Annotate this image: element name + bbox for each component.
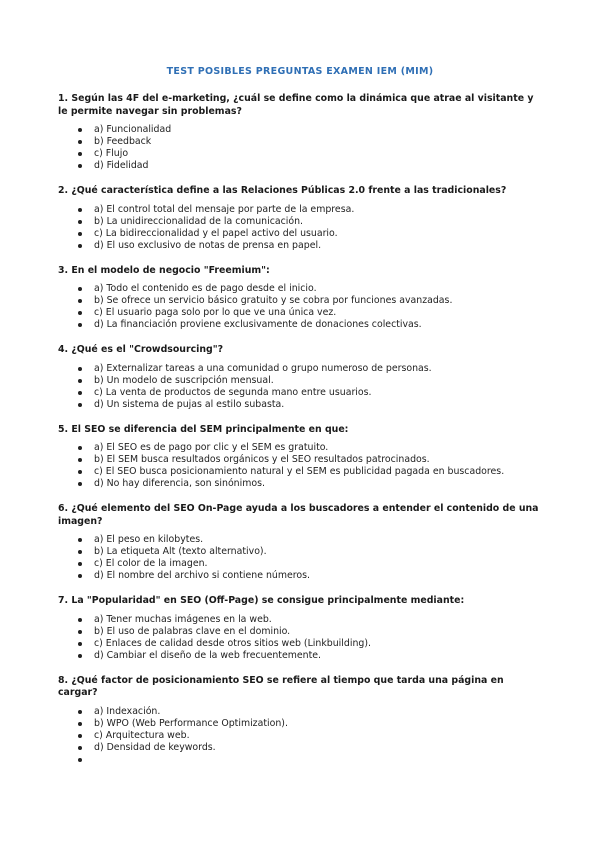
question-text: 8. ¿Qué factor de posicionamiento SEO se refiere al tiempo que tarda una página en cargar? — [58, 674, 504, 698]
answer-option: d) Un sistema de pujas al estilo subasta. — [78, 399, 542, 411]
answer-options — [58, 124, 542, 172]
answer-option: b) El SEM busca resultados orgánicos y el SEO resultados patrocinados. — [78, 454, 542, 466]
question-text: 6. ¿Qué elemento del SEO On-Page ayuda a los buscadores a entender el contenido de una imagen? — [58, 503, 539, 527]
answer-options — [58, 204, 542, 252]
question-list — [58, 93, 542, 766]
question-block — [58, 93, 542, 172]
question-text: 5. El SEO se diferencia del SEM principalmente en que: — [58, 423, 349, 435]
question-text: 7. La "Popularidad" en SEO (Off-Page) se consigue principalmente mediante: — [58, 595, 465, 606]
answer-option: b) La unidireccionalidad de la comunicación. — [78, 216, 542, 228]
question-text: 2. ¿Qué característica define a las Relaciones Públicas 2.0 frente a las tradicionales? — [58, 185, 507, 196]
question-block — [58, 675, 542, 766]
answer-option: d) Cambiar el diseño de la web frecuentemente. — [78, 650, 542, 662]
answer-option: d) La financiación proviene exclusivamente de donaciones colectivas. — [78, 319, 542, 331]
answer-options — [58, 363, 542, 411]
answer-option: a) Funcionalidad — [78, 124, 542, 136]
answer-option: a) El control total del mensaje por parte de la empresa. — [78, 204, 542, 216]
answer-option: b) La etiqueta Alt (texto alternativo). — [78, 546, 542, 558]
question-block — [58, 185, 542, 252]
answer-option: c) El SEO busca posicionamiento natural y el SEM es publicidad pagada en buscadores. — [78, 466, 542, 478]
answer-option: a) Tener muchas imágenes en la web. — [78, 614, 542, 626]
answer-option: c) Flujo — [78, 148, 542, 160]
answer-option: c) La venta de productos de segunda mano entre usuarios. — [78, 387, 542, 399]
answer-option: c) Enlaces de calidad desde otros sitios web (Linkbuilding). — [78, 638, 542, 650]
answer-option: d) Densidad de keywords. — [78, 742, 542, 754]
answer-option: d) Fidelidad — [78, 160, 542, 172]
answer-option: b) WPO (Web Performance Optimization). — [78, 718, 542, 730]
answer-option: b) Feedback — [78, 136, 542, 148]
answer-option: a) El peso en kilobytes. — [78, 534, 542, 546]
answer-options — [58, 614, 542, 662]
question-block — [58, 424, 542, 491]
answer-options — [58, 283, 542, 331]
answer-option: c) El usuario paga solo por lo que ve una única vez. — [78, 307, 542, 319]
answer-option: b) Se ofrece un servicio básico gratuito y se cobra por funciones avanzadas. — [78, 295, 542, 307]
answer-options — [58, 534, 542, 582]
answer-options — [58, 706, 542, 766]
answer-option: d) El nombre del archivo si contiene números. — [78, 570, 542, 582]
answer-option: b) Un modelo de suscripción mensual. — [78, 375, 542, 387]
answer-option: d) El uso exclusivo de notas de prensa en papel. — [78, 240, 542, 252]
answer-option: a) Indexación. — [78, 706, 542, 718]
answer-option: c) El color de la imagen. — [78, 558, 542, 570]
question-text: 3. En el modelo de negocio "Freemium": — [58, 264, 270, 276]
question-block — [58, 265, 542, 332]
empty-list-item — [78, 754, 542, 766]
document-title: TEST POSIBLES PREGUNTAS EXAMEN IEM (MIM) — [166, 66, 434, 77]
answer-option: a) El SEO es de pago por clic y el SEM es gratuito. — [78, 442, 542, 454]
question-block — [58, 595, 542, 662]
answer-option: a) Todo el contenido es de pago desde el inicio. — [78, 283, 542, 295]
answer-option: a) Externalizar tareas a una comunidad o grupo numeroso de personas. — [78, 363, 542, 375]
answer-option: d) No hay diferencia, son sinónimos. — [78, 478, 542, 490]
answer-option: c) La bidireccionalidad y el papel activo del usuario. — [78, 228, 542, 240]
question-text: 4. ¿Qué es el "Crowdsourcing"? — [58, 344, 224, 355]
question-block — [58, 503, 542, 582]
answer-option: c) Arquitectura web. — [78, 730, 542, 742]
question-block — [58, 344, 542, 411]
question-text: 1. Según las 4F del e-marketing, ¿cuál se define como la dinámica que atrae al visitante y le permite navegar sin problemas? — [58, 93, 534, 117]
answer-option: b) El uso de palabras clave en el dominio. — [78, 626, 542, 638]
answer-options — [58, 442, 542, 490]
